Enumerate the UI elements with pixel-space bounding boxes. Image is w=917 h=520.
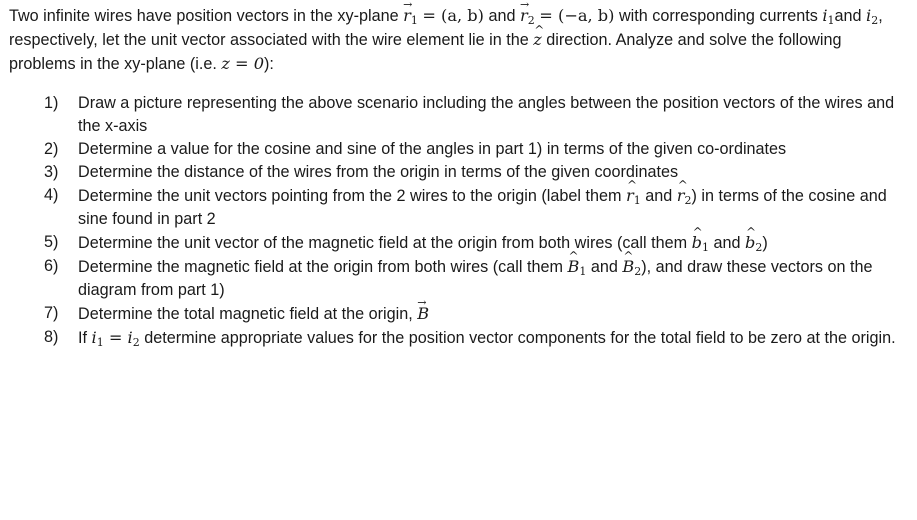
- current-i1: $i_1$: [822, 6, 835, 27]
- intro-text-1: Two infinite wires have position vectors in the xy-plane: [9, 7, 404, 25]
- intro-text-2: with corresponding currents: [614, 7, 823, 25]
- item-number: 1): [44, 94, 59, 112]
- list-item: [9, 231, 907, 255]
- item-number: 8): [44, 328, 59, 346]
- current-i2: $i_2$: [866, 6, 879, 27]
- intro-text-4: direction. Analyze and solve the following problems in the xy-plane (i.e.: [9, 31, 842, 73]
- item-number: 6): [44, 257, 59, 275]
- r1-value: = (a, b): [422, 6, 484, 25]
- item-number: 2): [44, 140, 59, 158]
- list-item: [9, 138, 907, 161]
- intro-text-5: ):: [264, 55, 274, 73]
- item-text: Determine the distance of the wires from the origin in terms of the given coordinates: [78, 163, 679, 181]
- list-item: [9, 302, 907, 326]
- item-number: 5): [44, 233, 59, 251]
- r2-vector: → $r_2$: [520, 6, 535, 25]
- item-text: Draw a picture representing the above scenario including the angles between the position vectors of the wires and the x-axis: [78, 94, 895, 135]
- z-hat: ^ z: [533, 30, 542, 49]
- item-number: 3): [44, 163, 59, 181]
- item-text: If $i_1 = i_2$ determine appropriate values for the position vector components for the total field to be zero at the origin.: [78, 328, 896, 349]
- list-item: [9, 184, 907, 231]
- intro-and-2: and: [834, 7, 867, 25]
- item-text: Determine the unit vectors pointing from the 2 wires to the origin (label them ^ $r_1$ and ^ $r_2$) in terms of the cosine and sine found in part 2: [78, 184, 907, 231]
- list-item: [9, 92, 907, 138]
- item-text: Determine the magnetic field at the origin from both wires (call them ^ $B_1$ and ^ $B_2$), and draw these vectors on the diagram from part 1): [78, 255, 907, 302]
- item-text: Determine a value for the cosine and sine of the angles in part 1) in terms of the given co-ordinates: [78, 140, 787, 158]
- problem-intro: [9, 4, 907, 76]
- list-item: [9, 161, 907, 184]
- intro-text-3: , respectively, let the unit vector associated with the wire element lie in the: [9, 7, 883, 49]
- item-text: Determine the unit vector of the magnetic field at the origin from both wires (call them ^ $b_1$ and ^ $b_2$): [78, 231, 907, 255]
- r1-vector: → $r_1$: [403, 6, 418, 25]
- z-equation: z = 0: [221, 54, 265, 73]
- item-number: 7): [44, 304, 59, 322]
- list-item: [9, 326, 907, 350]
- problem-list: [9, 92, 907, 350]
- list-item: [9, 255, 907, 302]
- r2-value: = (−a, b): [539, 6, 615, 25]
- intro-and: and: [484, 7, 521, 25]
- item-text: Determine the total magnetic field at the origin, → B: [78, 302, 907, 326]
- item-number: 4): [44, 186, 59, 204]
